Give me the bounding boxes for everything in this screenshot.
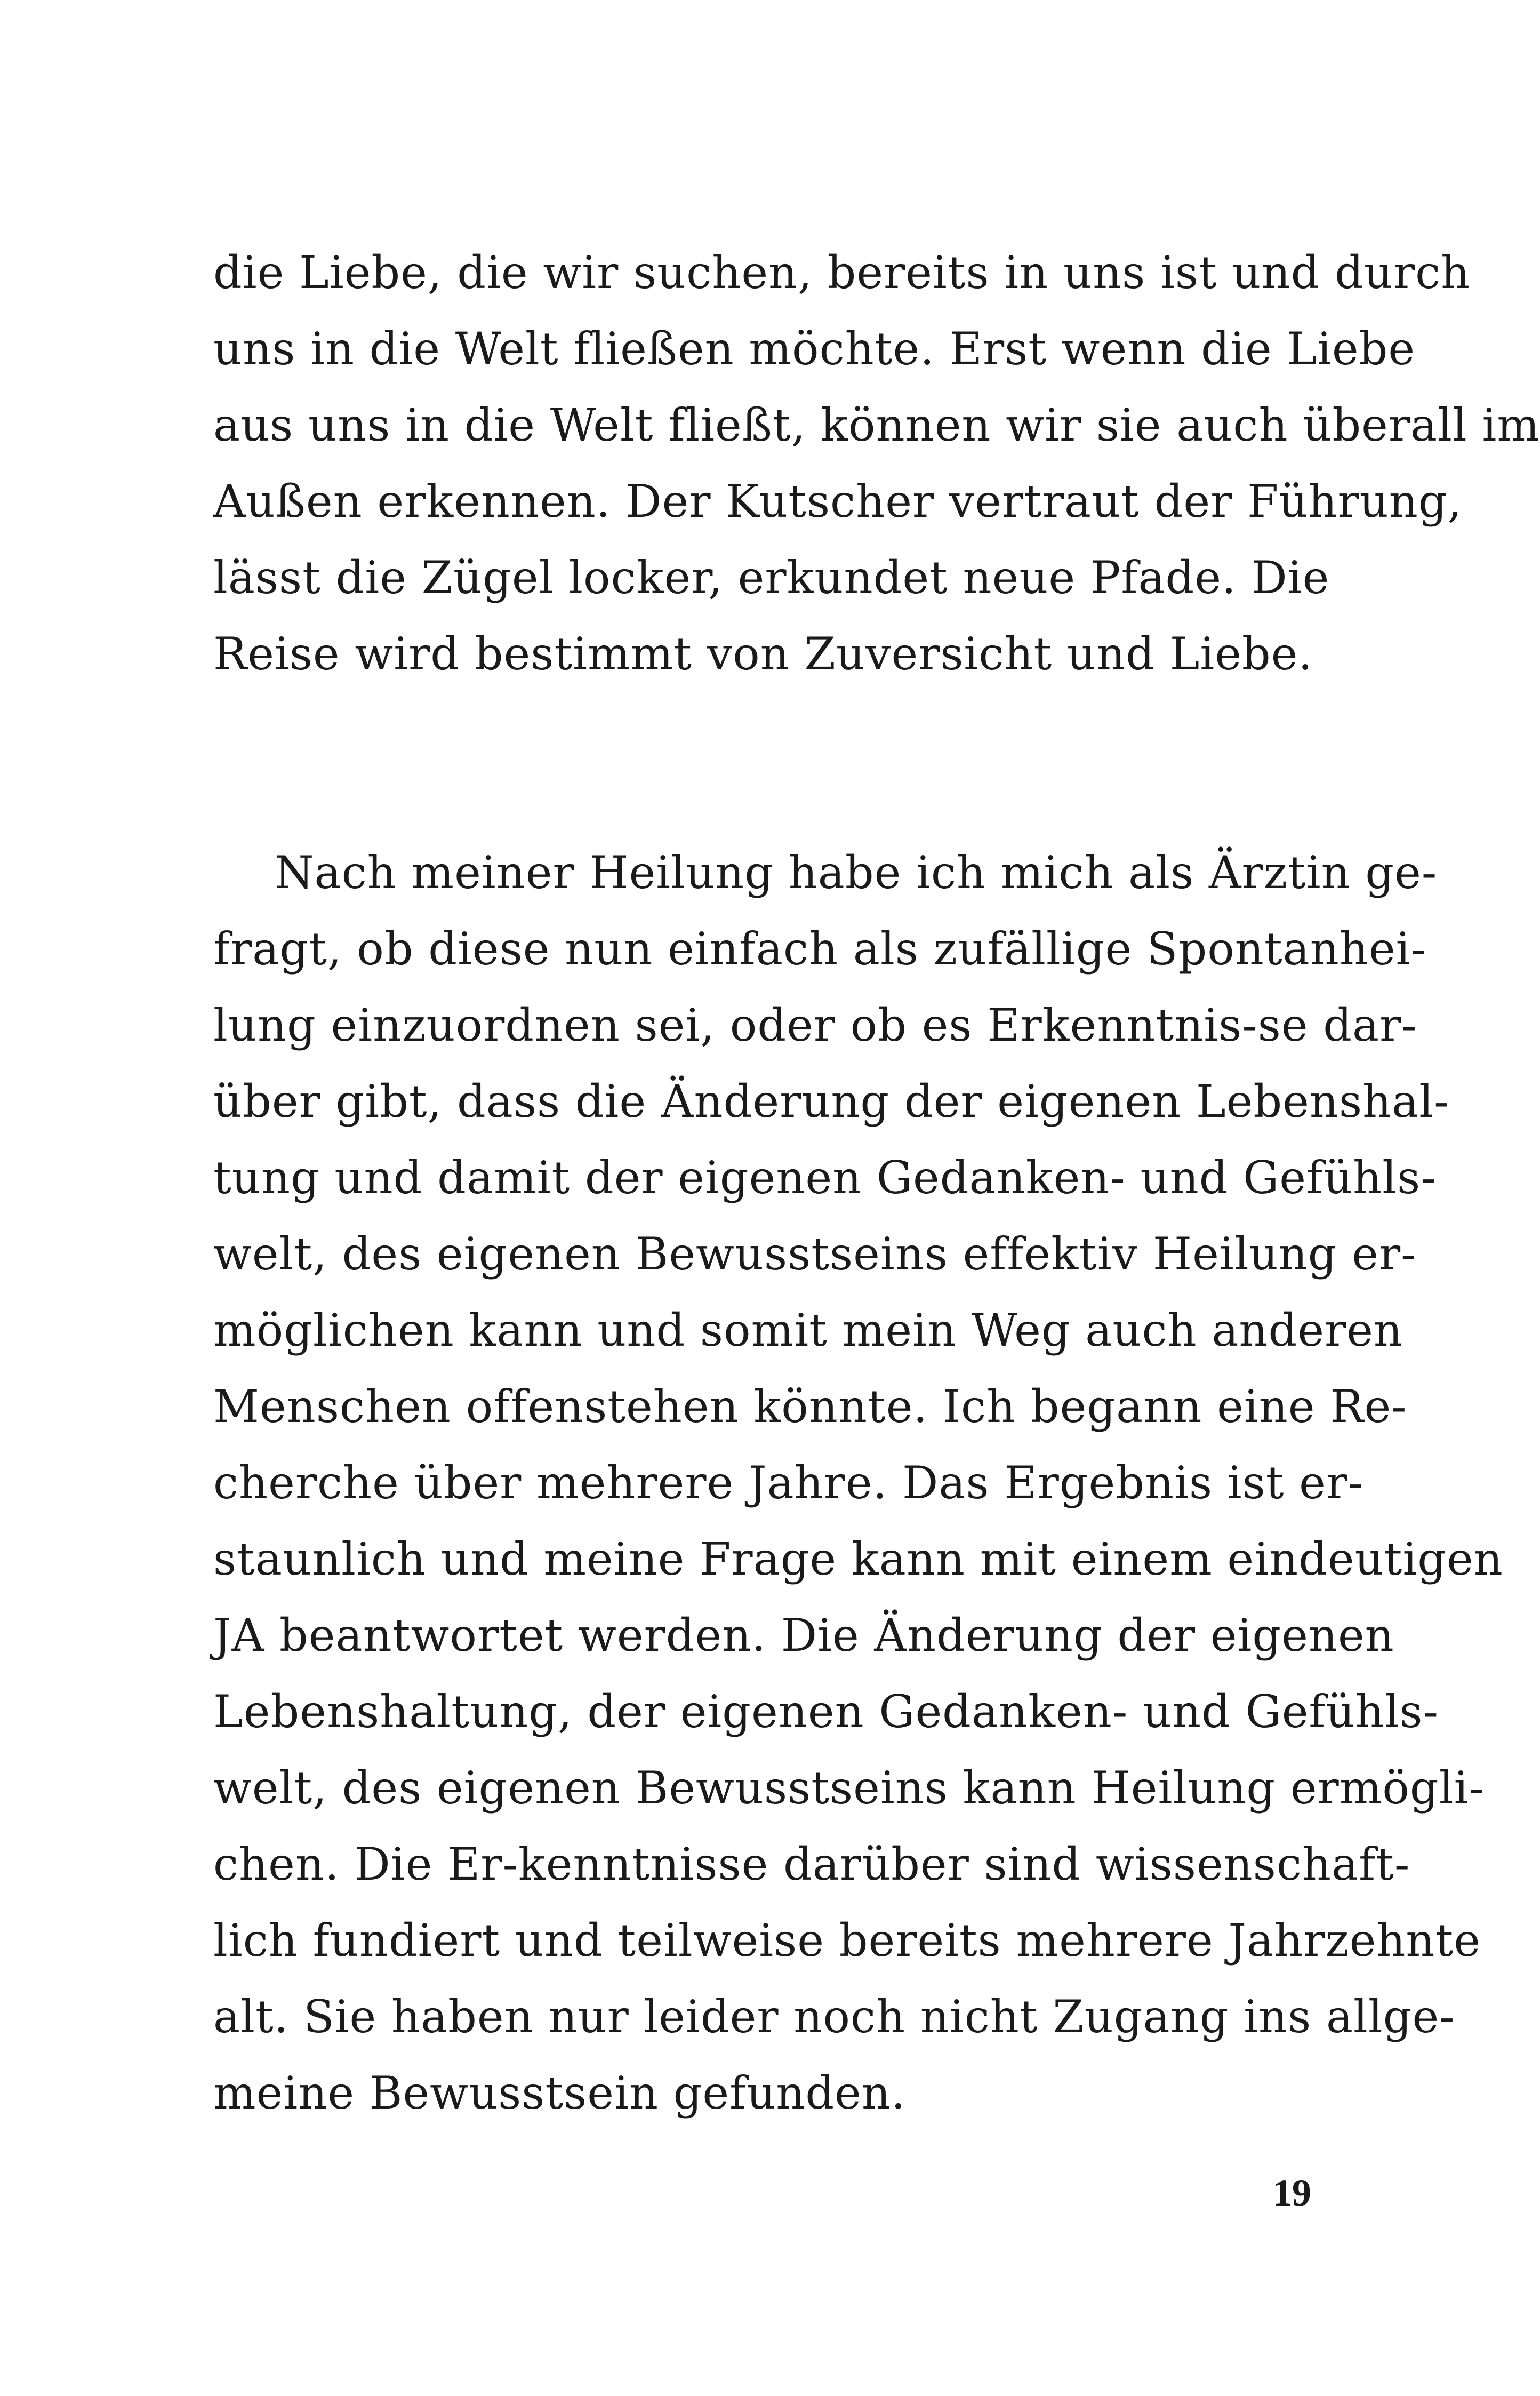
paragraph-1-line: aus uns in die Welt fließt, können wir sie auch überall im — [213, 399, 1540, 451]
paragraph-2-line: lich fundiert und teilweise bereits mehrere Jahrzehnte — [213, 1914, 1481, 1967]
paragraph-2-line: fragt, ob diese nun einfach als zufällige Spontanhei- — [213, 923, 1426, 975]
paragraph-1-line: Reise wird bestimmt von Zuversicht und Liebe. — [213, 628, 1313, 680]
paragraph-1-line: die Liebe, die wir suchen, bereits in uns ist und durch — [213, 246, 1471, 299]
paragraph-2-line: staunlich und meine Frage kann mit einem eindeutigen — [213, 1533, 1503, 1585]
paragraph-2-line: Lebenshaltung, der eigenen Gedanken- und Gefühls- — [213, 1686, 1439, 1738]
paragraph-2-line: cherche über mehrere Jahre. Das Ergebnis ist er- — [213, 1457, 1364, 1509]
paragraph-2-line: möglichen kann und somit mein Weg auch anderen — [213, 1304, 1403, 1356]
paragraph-2-line: Menschen offenstehen könnte. Ich begann eine Re- — [213, 1380, 1407, 1433]
paragraph-1-line: uns in die Welt fließen möchte. Erst wenn die Liebe — [213, 323, 1416, 375]
paragraph-2-line: chen. Die Er-kenntnisse darüber sind wissenschaft- — [213, 1838, 1410, 1890]
paragraph-2-line: welt, des eigenen Bewusstseins kann Heilung ermögli- — [213, 1762, 1485, 1814]
paragraph-2-line: JA beantwortet werden. Die Änderung der eigenen — [213, 1609, 1394, 1662]
paragraph-2-line: über gibt, dass die Änderung der eigenen Lebenshal- — [213, 1075, 1450, 1128]
paragraph-2-line: welt, des eigenen Bewusstseins effektiv Heilung er- — [213, 1228, 1417, 1280]
paragraph-2-line: Nach meiner Heilung habe ich mich als Ärztin ge- — [275, 846, 1438, 899]
paragraph-2-line: alt. Sie haben nur leider noch nicht Zugang ins allge- — [213, 1991, 1455, 2043]
paragraph-1 — [213, 235, 1540, 692]
paragraph-1-line: lässt die Zügel locker, erkundet neue Pfade. Die — [213, 552, 1330, 604]
paragraph-2-line: tung und damit der eigenen Gedanken- und Gefühls- — [213, 1152, 1437, 1204]
paragraph-1-line: Außen erkennen. Der Kutscher vertraut der Führung, — [213, 475, 1463, 528]
paragraph-2-line: meine Bewusstsein gefunden. — [213, 2067, 906, 2119]
page-number: 19 — [1273, 2171, 1311, 2214]
paragraph-2 — [213, 835, 1503, 2131]
paragraph-2-line: lung einzuordnen sei, oder ob es Erkenntnis-se dar- — [213, 999, 1417, 1051]
